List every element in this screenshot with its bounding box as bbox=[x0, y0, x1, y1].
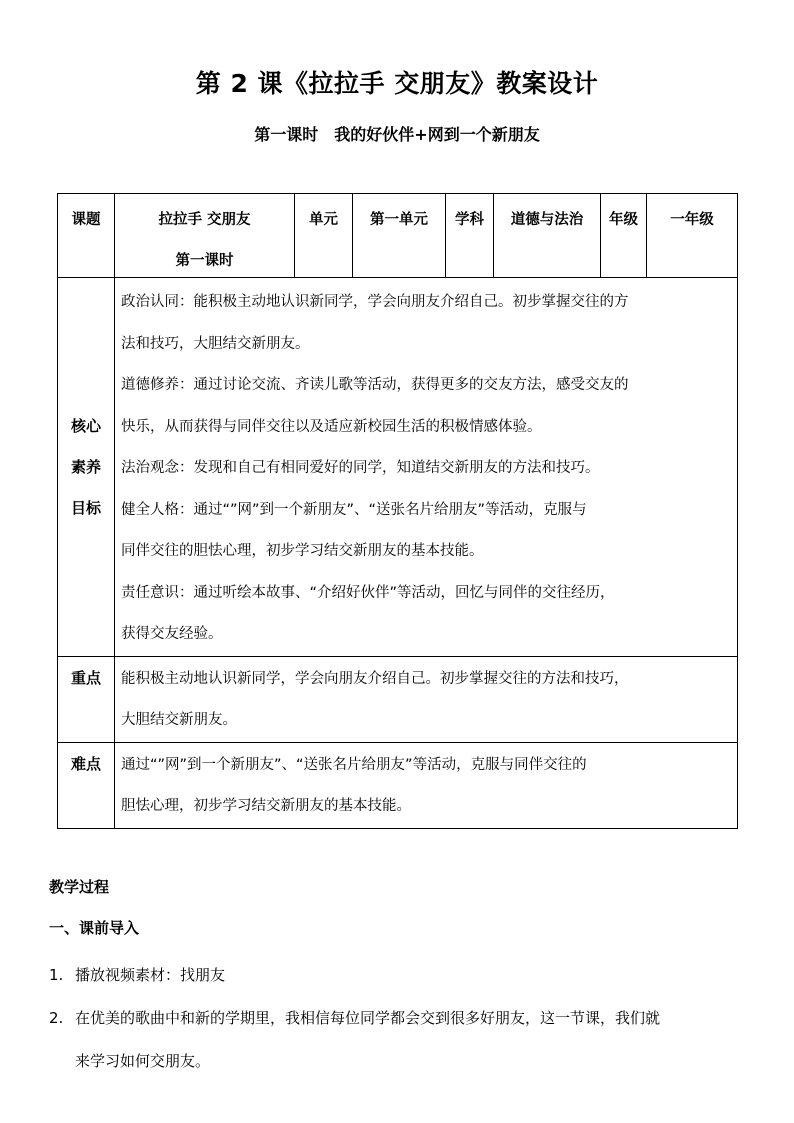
list-item-number: 2. bbox=[49, 1009, 64, 1027]
lesson-plan-table bbox=[57, 193, 738, 829]
difficulty-row bbox=[58, 742, 738, 828]
core-goal-line: 快乐，从而获得与同伴交往以及适应新校园生活的积极情感体验。 bbox=[121, 418, 542, 435]
teaching-process-heading: 教学过程 bbox=[49, 878, 110, 896]
key-points-row bbox=[58, 656, 738, 742]
key-points-label-cell: 重点 bbox=[58, 656, 115, 742]
difficulty-label-cell: 难点 bbox=[58, 742, 115, 828]
core-goals-row bbox=[58, 278, 738, 657]
difficulty-content-cell bbox=[115, 742, 738, 828]
list-item bbox=[49, 997, 761, 1083]
process-list bbox=[49, 954, 761, 1083]
core-goal-line: 道德修养：通过讨论交流、齐读儿歌等活动，获得更多的交友方法，感受交友的 bbox=[121, 377, 629, 393]
core-goal-line: 健全人格：通过“”网”到一个新朋友”、“送张名片给朋友”等活动，克服与 bbox=[121, 501, 587, 518]
core-goal-line: 责任意识：通过听绘本故事、“介绍好伙伴”等活动，回忆与同伴的交往经历， bbox=[121, 584, 615, 601]
key-points-content-cell bbox=[115, 656, 738, 742]
list-item-text: 播放视频素材：找朋友 bbox=[75, 966, 226, 984]
key-point-line: 大胆结交新朋友。 bbox=[121, 712, 237, 728]
section-heading-intro: 一、课前导入 bbox=[49, 919, 140, 937]
core-goal-line: 法和技巧，大胆结交新朋友。 bbox=[121, 335, 310, 352]
grade-value-cell: 一年级 bbox=[647, 194, 738, 278]
unit-label-cell: 单元 bbox=[295, 194, 353, 278]
table-header-row bbox=[58, 194, 738, 278]
course-value-line2: 第一课时 bbox=[175, 253, 234, 269]
subject-label-cell: 学科 bbox=[446, 194, 494, 278]
difficulty-line: 胆怯心理，初步学习结交新朋友的基本技能。 bbox=[121, 798, 411, 814]
course-value-cell bbox=[115, 194, 295, 278]
grade-label-cell: 年级 bbox=[601, 194, 647, 278]
core-label-line: 目标 bbox=[70, 499, 101, 517]
course-value-line1: 拉拉手 交朋友 bbox=[158, 212, 251, 228]
course-label-cell: 课题 bbox=[58, 194, 115, 278]
core-label-line: 素养 bbox=[70, 458, 101, 476]
core-goal-line: 获得交友经验。 bbox=[121, 626, 223, 642]
core-goal-line: 同伴交往的胆怯心理，初步学习结交新朋友的基本技能。 bbox=[121, 543, 484, 559]
list-item-number: 1. bbox=[49, 966, 64, 984]
page-subtitle: 第一课时 我的好伙伴+网到一个新朋友 bbox=[254, 125, 540, 144]
list-item-text: 在优美的歌曲中和新的学期里，我相信每位同学都会交到很多好朋友，这一节课，我们就 bbox=[75, 1009, 661, 1027]
page-title: 第 2 课《拉拉手 交朋友》教案设计 bbox=[195, 69, 599, 98]
list-item bbox=[49, 954, 761, 997]
key-point-line: 能积极主动地认识新同学，学会向朋友介绍自己。初步掌握交往的方法和技巧， bbox=[121, 670, 629, 687]
difficulty-line: 通过“”网”到一个新朋友”、“送张名片给朋友”等活动，克服与同伴交往的 bbox=[121, 756, 587, 773]
core-goals-label-cell bbox=[58, 278, 115, 657]
unit-value-cell: 第一单元 bbox=[353, 194, 446, 278]
core-goal-line: 政治认同：能积极主动地认识新同学，学会向朋友介绍自己。初步掌握交往的方 bbox=[121, 294, 629, 310]
core-label-line: 核心 bbox=[70, 417, 101, 435]
core-goals-content-cell bbox=[115, 278, 738, 657]
core-goal-line: 法治观念：发现和自己有相同爱好的同学，知道结交新朋友的方法和技巧。 bbox=[121, 460, 600, 476]
subject-value-cell: 道德与法治 bbox=[494, 194, 601, 278]
list-item-text: 来学习如何交朋友。 bbox=[75, 1052, 211, 1070]
